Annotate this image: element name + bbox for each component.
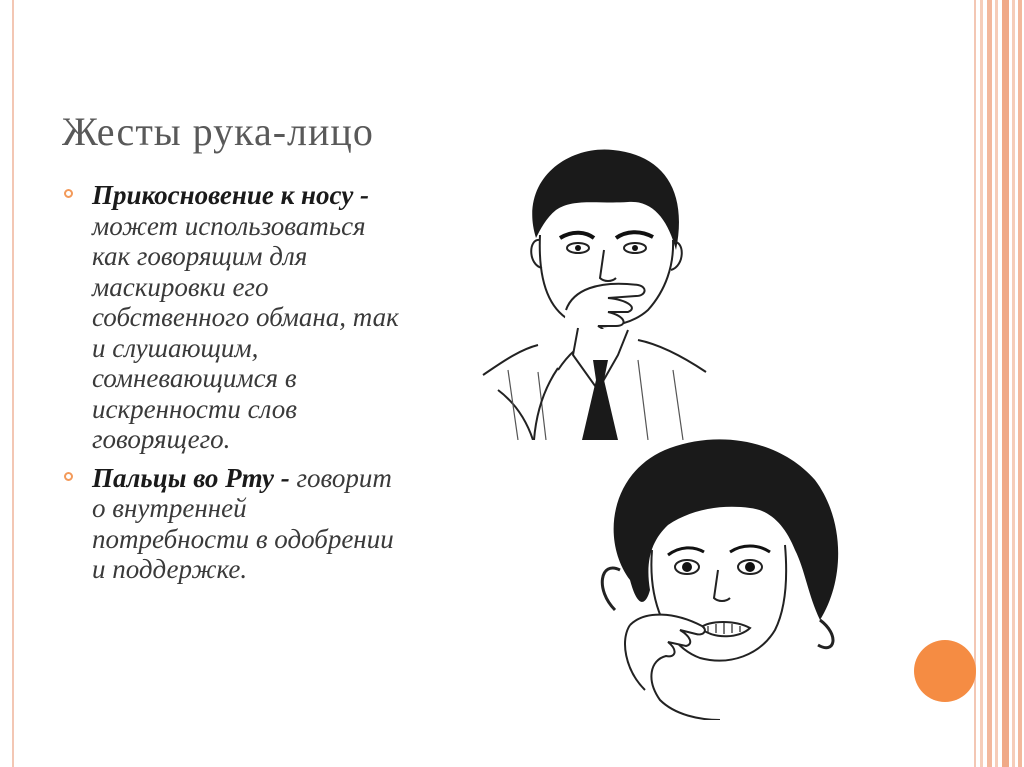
decorative-stripes [980, 0, 1024, 767]
man-touching-nose-illustration [478, 140, 710, 440]
orange-circle-decoration [914, 640, 976, 702]
woman-fingers-in-mouth-illustration [590, 430, 852, 720]
bullet-term: Пальцы во Рту - [92, 462, 290, 493]
slide-title: Жесты рука-лицо [62, 109, 374, 154]
bullet-list [64, 180, 404, 593]
bullet-circle-icon [64, 189, 73, 198]
bullet-text: может использоваться как говорящим для маскировки его собственного обмана, так и слушающим, сомневающимся в искренности слов говорящего. [92, 210, 399, 454]
bullet-term: Прикосновение к носу - [92, 180, 370, 210]
bullet-text: говорит о внутренней потребности в одобрении и поддержке. [92, 462, 394, 584]
list-item [64, 180, 404, 455]
list-item [64, 463, 404, 585]
bullet-circle-icon [64, 472, 73, 481]
